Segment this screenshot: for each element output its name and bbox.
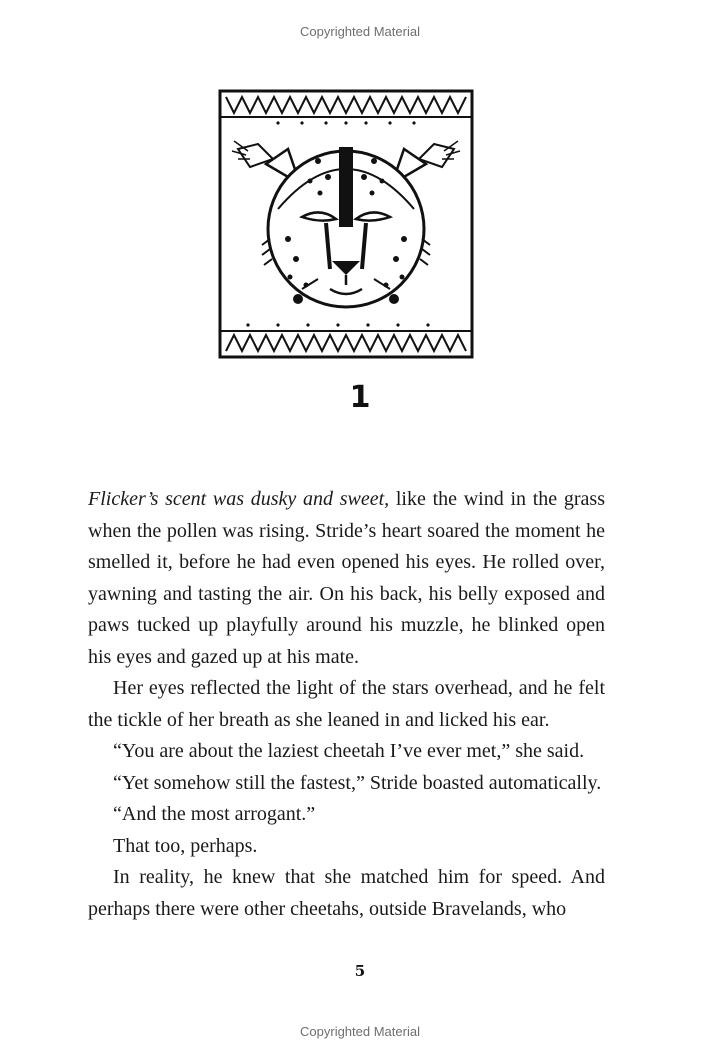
paragraph: That too, perhaps. <box>113 834 258 857</box>
chapter-number: 1 <box>349 380 371 415</box>
paragraph-text: like the wind in the grass when the pollen was rising. Stride’s heart soared the moment he smelled it, before he had even opened his eyes. He rolled over, yawning and tasting the air. On his back, his belly exposed and paws tucked up playfully around his muzzle, he blinked open his eyes and gazed up at his mate. <box>88 488 605 668</box>
opening-phrase: Flicker’s scent was dusky and sweet, <box>88 488 390 510</box>
copyright-footer: Copyrighted Material <box>300 1024 420 1039</box>
paragraph: Her eyes reflected the light of the stars overhead, and he felt the tickle of her breath as she leaned in and licked his ear. <box>88 677 605 731</box>
paragraph: In reality, he knew that she matched him for speed. And perhaps there were other cheetahs, outside Bravelands, who <box>88 866 605 920</box>
paragraph: “You are about the laziest cheetah I’ve ever met,” she said. <box>113 740 585 762</box>
paragraph <box>88 484 605 673</box>
copyright-header: Copyrighted Material <box>300 24 420 39</box>
page-number: 5 <box>354 962 366 980</box>
paragraph: “Yet somehow still the fastest,” Stride boasted automatically. <box>113 771 602 794</box>
chapter-body <box>88 484 605 925</box>
paragraph: “And the most arrogant.” <box>113 803 316 825</box>
cheetah-mask-icon <box>218 89 474 359</box>
